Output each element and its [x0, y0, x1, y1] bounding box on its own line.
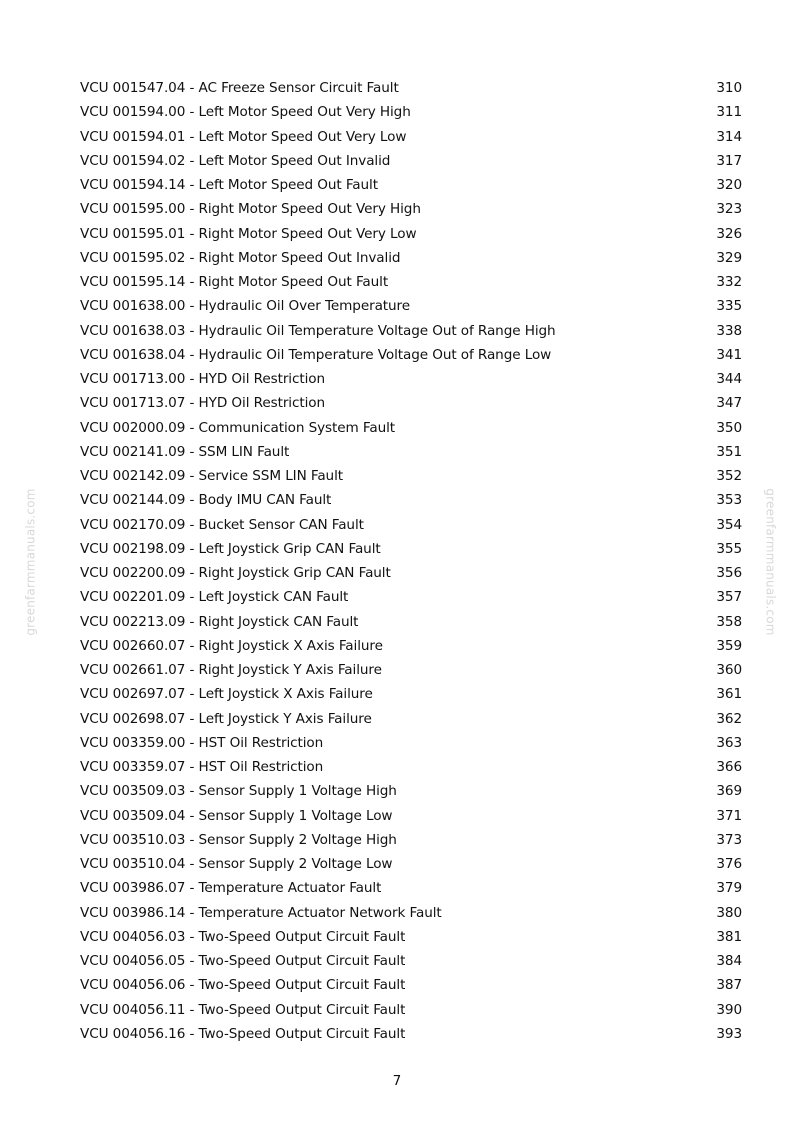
toc-entry-title: VCU 003359.00 - HST Oil Restriction	[80, 734, 324, 751]
toc-entry[interactable]	[80, 222, 742, 246]
toc-entry-title: VCU 004056.06 - Two-Speed Output Circuit Fault	[80, 977, 406, 994]
toc-entry-page: 384	[716, 953, 742, 970]
toc-entry-title: VCU 002000.09 - Communication System Fault	[80, 419, 396, 436]
toc-entry-title: VCU 002698.07 - Left Joystick Y Axis Failure	[80, 710, 372, 727]
toc-entry-title: VCU 001594.14 - Left Motor Speed Out Fault	[80, 177, 378, 194]
toc-entry-page: 390	[716, 1001, 742, 1018]
toc-entry-page: 338	[716, 322, 742, 339]
toc-entry-page: 329	[716, 249, 742, 266]
toc-entry-title: VCU 002198.09 - Left Joystick Grip CAN Fault	[80, 540, 381, 557]
toc-entry[interactable]	[80, 125, 742, 149]
toc-entry-page: 314	[716, 128, 742, 145]
watermark-left: greenfarmmanuals.com	[23, 488, 38, 636]
toc-entry-title: VCU 002661.07 - Right Joystick Y Axis Failure	[80, 662, 382, 679]
toc-entry-page: 362	[716, 710, 742, 727]
toc-entry-title: VCU 003509.04 - Sensor Supply 1 Voltage Low	[80, 807, 393, 824]
toc-entry[interactable]	[80, 149, 742, 173]
toc-entry[interactable]	[80, 804, 742, 828]
toc-entry-page: 358	[716, 613, 742, 630]
toc-entry[interactable]	[80, 852, 742, 876]
toc-entry-page: 361	[716, 686, 742, 703]
toc-entry[interactable]	[80, 537, 742, 561]
toc-entry-page: 332	[716, 274, 742, 291]
toc-entry-page: 357	[716, 589, 742, 606]
toc-entry-title: VCU 001594.00 - Left Motor Speed Out Very High	[80, 104, 411, 121]
toc-entry[interactable]	[80, 876, 742, 900]
toc-entry[interactable]	[80, 828, 742, 852]
toc-entry-page: 366	[716, 759, 742, 776]
toc-entry-title: VCU 001594.02 - Left Motor Speed Out Invalid	[80, 152, 391, 169]
toc-entry[interactable]	[80, 779, 742, 803]
toc-entry-title: VCU 003509.03 - Sensor Supply 1 Voltage High	[80, 783, 397, 800]
toc-entry-title: VCU 002660.07 - Right Joystick X Axis Failure	[80, 637, 383, 654]
toc-entry-page: 355	[716, 540, 742, 557]
toc-entry-title: VCU 002213.09 - Right Joystick CAN Fault	[80, 613, 359, 630]
toc-entry[interactable]	[80, 270, 742, 294]
toc-entry-title: VCU 001595.14 - Right Motor Speed Out Fault	[80, 274, 389, 291]
toc-entry-page: 350	[716, 419, 742, 436]
watermark-right: greenfarmmanuals.com	[763, 488, 778, 636]
toc-entry[interactable]	[80, 173, 742, 197]
toc-entry-page: 353	[716, 492, 742, 509]
toc-entry[interactable]	[80, 585, 742, 609]
toc-entry-page: 360	[716, 662, 742, 679]
toc-entry-page: 363	[716, 734, 742, 751]
toc-entry-page: 393	[716, 1025, 742, 1042]
toc-entry-title: VCU 001713.00 - HYD Oil Restriction	[80, 371, 325, 388]
toc-entry[interactable]	[80, 197, 742, 221]
toc-entry-page: 352	[716, 468, 742, 485]
toc-entry[interactable]	[80, 755, 742, 779]
toc-entry-title: VCU 004056.05 - Two-Speed Output Circuit Fault	[80, 953, 406, 970]
toc-entry-title: VCU 003510.03 - Sensor Supply 2 Voltage High	[80, 831, 397, 848]
toc-entry[interactable]	[80, 319, 742, 343]
toc-entry-title: VCU 002200.09 - Right Joystick Grip CAN Fault	[80, 565, 391, 582]
toc-entry-title: VCU 001638.04 - Hydraulic Oil Temperature Voltage Out of Range Low	[80, 346, 552, 363]
toc-entry-title: VCU 002201.09 - Left Joystick CAN Fault	[80, 589, 349, 606]
toc-entry[interactable]	[80, 367, 742, 391]
toc-entry-title: VCU 003510.04 - Sensor Supply 2 Voltage Low	[80, 856, 393, 873]
toc-entry-page: 311	[716, 104, 742, 121]
toc-entry-title: VCU 002144.09 - Body IMU CAN Fault	[80, 492, 332, 509]
toc-entry-title: VCU 003986.14 - Temperature Actuator Network Fault	[80, 904, 442, 921]
toc-entry[interactable]	[80, 901, 742, 925]
toc-entry-title: VCU 001638.00 - Hydraulic Oil Over Temperature	[80, 298, 410, 315]
toc-entry[interactable]	[80, 973, 742, 997]
toc-entry-page: 376	[716, 856, 742, 873]
toc-entry-title: VCU 002697.07 - Left Joystick X Axis Failure	[80, 686, 373, 703]
toc-entry-page: 380	[716, 904, 742, 921]
toc-entry-page: 379	[716, 880, 742, 897]
toc-entry[interactable]	[80, 246, 742, 270]
toc-entry-title: VCU 001638.03 - Hydraulic Oil Temperature Voltage Out of Range High	[80, 322, 556, 339]
toc-entry-title: VCU 004056.11 - Two-Speed Output Circuit Fault	[80, 1001, 406, 1018]
toc-entry[interactable]	[80, 561, 742, 585]
toc-entry[interactable]	[80, 949, 742, 973]
toc-entry-title: VCU 001547.04 - AC Freeze Sensor Circuit Fault	[80, 80, 399, 97]
toc-entry-page: 344	[716, 371, 742, 388]
toc-entry-page: 310	[716, 80, 742, 97]
toc-entry-title: VCU 003986.07 - Temperature Actuator Fault	[80, 880, 382, 897]
toc-entry[interactable]	[80, 488, 742, 512]
toc-entry-title: VCU 002170.09 - Bucket Sensor CAN Fault	[80, 516, 364, 533]
toc-entry-page: 323	[716, 201, 742, 218]
toc-entry[interactable]	[80, 658, 742, 682]
toc-entry-page: 351	[716, 443, 742, 460]
toc-entry[interactable]	[80, 343, 742, 367]
toc-entry-page: 371	[716, 807, 742, 824]
toc-entry-title: VCU 002142.09 - Service SSM LIN Fault	[80, 468, 343, 485]
toc-entry-title: VCU 001595.01 - Right Motor Speed Out Very Low	[80, 225, 417, 242]
toc-entry[interactable]	[80, 100, 742, 124]
toc-entry-page: 387	[716, 977, 742, 994]
toc-entry-page: 341	[716, 346, 742, 363]
toc-entry[interactable]	[80, 294, 742, 318]
toc-entry-title: VCU 001713.07 - HYD Oil Restriction	[80, 395, 325, 412]
toc-entry-page: 369	[716, 783, 742, 800]
toc-entry[interactable]	[80, 513, 742, 537]
toc-entry[interactable]	[80, 682, 742, 706]
toc-entry-page: 373	[716, 831, 742, 848]
toc-entry[interactable]	[80, 464, 742, 488]
toc-entry-page: 335	[716, 298, 742, 315]
toc-entry[interactable]	[80, 925, 742, 949]
toc-entry[interactable]	[80, 610, 742, 634]
toc-entry-title: VCU 002141.09 - SSM LIN Fault	[80, 443, 290, 460]
toc-entry-title: VCU 004056.16 - Two-Speed Output Circuit Fault	[80, 1025, 406, 1042]
toc-entry[interactable]	[80, 634, 742, 658]
page-number: 7	[392, 1073, 402, 1089]
toc-entry[interactable]	[80, 76, 742, 100]
toc-entry-title: VCU 001594.01 - Left Motor Speed Out Very Low	[80, 128, 407, 145]
toc-entry-page: 347	[716, 395, 742, 412]
toc-entry-page: 317	[716, 152, 742, 169]
toc-entry-page: 356	[716, 565, 742, 582]
toc-entry-title: VCU 001595.02 - Right Motor Speed Out Invalid	[80, 249, 401, 266]
toc-entry-title: VCU 004056.03 - Two-Speed Output Circuit Fault	[80, 928, 406, 945]
toc-entry-page: 320	[716, 177, 742, 194]
toc-entry[interactable]	[80, 731, 742, 755]
table-of-contents	[80, 76, 742, 1046]
toc-entry[interactable]	[80, 1022, 742, 1046]
toc-entry-page: 381	[716, 928, 742, 945]
toc-entry-title: VCU 003359.07 - HST Oil Restriction	[80, 759, 324, 776]
toc-entry-page: 359	[716, 637, 742, 654]
toc-entry[interactable]	[80, 391, 742, 415]
toc-entry[interactable]	[80, 440, 742, 464]
toc-entry[interactable]	[80, 416, 742, 440]
toc-entry-page: 354	[716, 516, 742, 533]
toc-entry-page: 326	[716, 225, 742, 242]
toc-entry[interactable]	[80, 707, 742, 731]
toc-entry[interactable]	[80, 998, 742, 1022]
toc-entry-title: VCU 001595.00 - Right Motor Speed Out Very High	[80, 201, 421, 218]
